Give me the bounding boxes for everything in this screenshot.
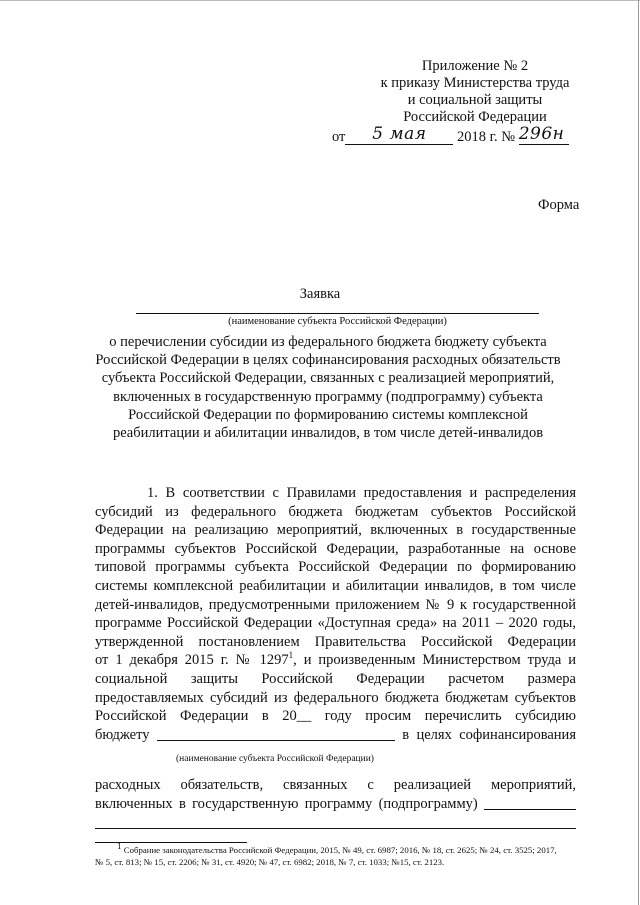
- body-line: социальной защиты Российской Федерации расчетом размера: [95, 670, 576, 687]
- budget-subject-caption: (наименование субъекта Российской Федерации): [176, 754, 374, 764]
- body-line: системы комплексной реабилитации и абилитации инвалидов, в том числе: [95, 577, 576, 594]
- body-line: типовой программы субъекта Российской Федерации по формированию: [95, 559, 576, 576]
- title-line: реабилитации и абилитации инвалидов, в том числе детей-инвалидов: [112, 425, 544, 442]
- budget-prefix: бюджету: [95, 726, 150, 743]
- body-line-with-footnote: [95, 651, 576, 670]
- body-line-tail: , и произведенным Министерством труда и: [293, 652, 576, 669]
- appendix-line: Приложение № 2: [421, 58, 529, 74]
- document-title: [70, 333, 586, 442]
- body-line: программы субъектов Российской Федерации, разработанные на основе: [95, 540, 576, 557]
- scan-edge-right: [638, 0, 639, 905]
- order-year: 2018 г. №: [457, 129, 516, 145]
- body-line: программе Российской Федерации «Доступная среда» на 2011 – 2020 годы,: [95, 615, 576, 632]
- body-line: утвержденной постановлением Правительства Российской Федерации: [95, 633, 576, 650]
- handwritten-number: 296н: [518, 124, 565, 144]
- title-line: Российской Федерации в целях софинансирования расходных обязательств: [95, 352, 561, 369]
- subject-name-caption: (наименование субъекта Российской Федерации): [228, 316, 447, 327]
- order-date-number: [332, 126, 602, 147]
- paragraph-1-continued: [95, 776, 576, 813]
- scan-edge-top: [0, 0, 640, 1]
- body-line: Российской Федерации в 20__ году просим перечислить субсидию: [95, 708, 576, 725]
- body-line: расходных обязательств, связанных с реализацией мероприятий,: [95, 777, 576, 793]
- document-heading: Заявка: [299, 286, 341, 302]
- order-date-field: [345, 124, 453, 145]
- footnote: [95, 841, 579, 868]
- footnote-text-1: Собрание законодательства Российской Федерации, 2015, № 49, ст. 6987; 2016, № 18, ст. 2625; № 24, ст. 3525; 2017,: [123, 845, 557, 855]
- program-blank: [484, 795, 576, 810]
- order-prefix: от: [332, 129, 346, 145]
- budget-line: [95, 726, 576, 745]
- handwritten-date: 5 мая: [372, 124, 427, 144]
- fill-in-blank-line: [95, 828, 576, 829]
- appendix-line: Российской Федерации: [403, 109, 547, 125]
- appendix-line: к приказу Министерства труда: [380, 75, 570, 91]
- footnote-reference: 1: [288, 650, 294, 661]
- footnote-mark: 1: [117, 841, 122, 852]
- body-line: Федерации на реализацию мероприятий, включенных в государственные: [95, 522, 576, 539]
- footnote-line: № 5, ст. 813; № 15, ст. 2206; № 31, ст. 4920; № 47, ст. 6982; 2018, № 7, ст. 1033; №15, ст. 2123.: [95, 856, 445, 867]
- program-text: включенных в государственную программу (подпрограмму): [95, 795, 478, 812]
- body-line: субсидий из федерального бюджета бюджетам субъектов Российской: [95, 503, 576, 520]
- title-line: субъекта Российской Федерации, связанных с реализацией мероприятий,: [101, 370, 555, 387]
- appendix-line: и социальной защиты: [407, 92, 543, 108]
- paragraph-1: [95, 484, 576, 744]
- body-line: 1. В соответствии с Правилами предоставления и распределения: [147, 485, 576, 501]
- body-line: предоставляемых субсидий из федерального бюджета бюджетам субъектов: [95, 689, 576, 706]
- budget-suffix: в целях софинансирования: [402, 726, 576, 743]
- subject-name-blank: [136, 313, 539, 314]
- footnote-line: [95, 841, 579, 857]
- body-line: детей-инвалидов, предусмотренными приложением № 9 к государственной: [95, 596, 576, 613]
- body-line-head: от 1 декабря 2015 г. № 1297: [95, 652, 289, 669]
- form-label: Форма: [538, 197, 580, 213]
- order-number-field: [519, 124, 569, 145]
- appendix-header: [360, 58, 590, 126]
- title-line: о перечислении субсидии из федерального бюджета бюджету субъекта: [109, 334, 547, 350]
- title-line: Российской Федерации по формированию системы комплексной: [128, 406, 528, 423]
- budget-subject-blank: [157, 726, 395, 741]
- body-line-program: [95, 795, 576, 814]
- title-line: включенных в государственную программу (подпрограмму) субъекта: [113, 388, 543, 405]
